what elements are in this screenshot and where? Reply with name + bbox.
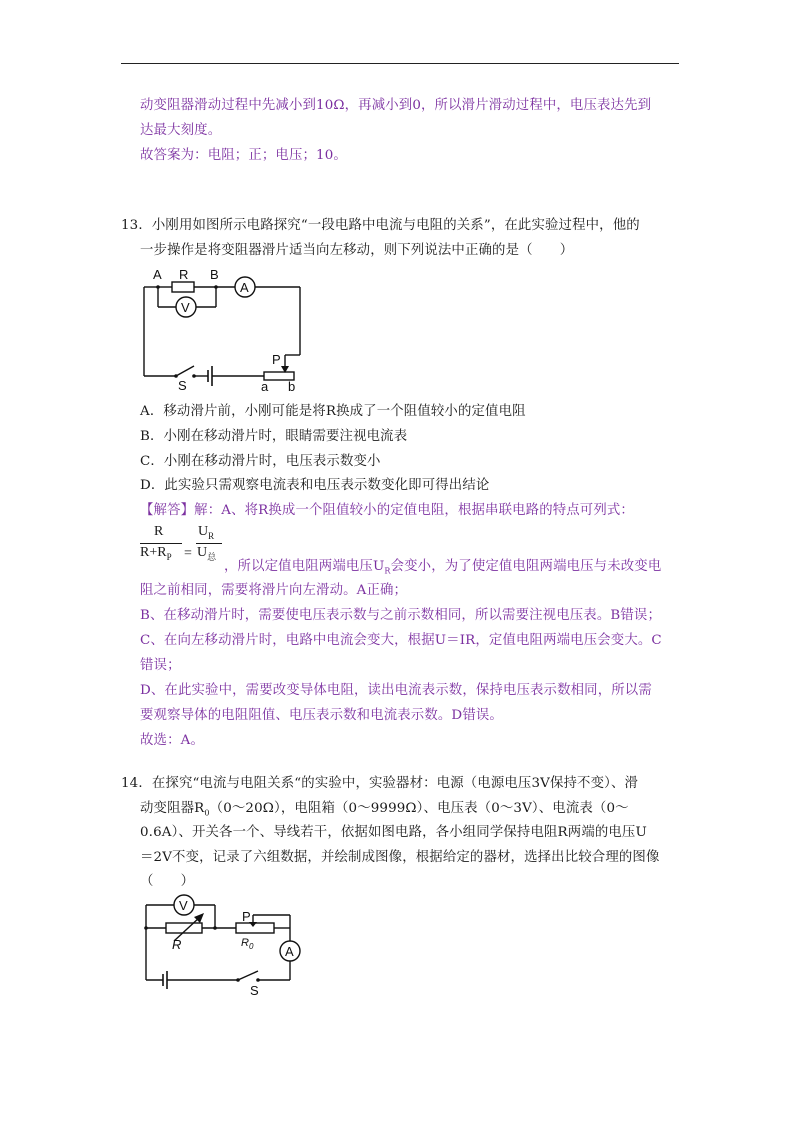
formula-right-numerator: $U_R$ [198, 524, 215, 541]
formula-left-numerator: R [154, 524, 164, 539]
resistor-label: R [179, 267, 189, 282]
q13-solution-line-4: B、在移动滑片时，需要使电压表示数与之前示数相同，所以需要注视电压表。B错误； [140, 608, 661, 623]
q13-option-d: D．此实验只需观察电流表和电压表示数变化即可得出结论 [140, 478, 490, 493]
formula-left-denominator: $R+R_P$ [140, 545, 172, 562]
q13-option-c: C．小刚在移动滑片时，电压表示数变小 [140, 454, 381, 469]
q13-circuit-diagram [136, 262, 311, 397]
formula-right-denominator: $U_总$ [197, 545, 217, 563]
node-label-a: A [153, 267, 162, 282]
header-rule [121, 63, 679, 64]
formula-left-bar [140, 543, 182, 544]
q13-solution-line-2: ，所以定值电阻两端电压$U_R$会变小，为了使定值电阻两端电压与未改变电 [224, 559, 662, 576]
ammeter-label: A [240, 280, 249, 295]
q13-solution-line-1: 【解答】解：A、将R换成一个阻值较小的定值电阻，根据串联电路的特点可列式： [140, 503, 634, 518]
q13-solution-line-6: 错误； [140, 658, 181, 673]
q13-stem-line-2: 一步操作是将变阻器滑片适当向左移动，则下列说法中正确的是（ ） [140, 243, 574, 258]
terminal-label-a: a [261, 379, 269, 394]
prev-answer-conclusion: 故答案为：电阻；正；电压；10。 [140, 148, 347, 163]
voltmeter-label: V [181, 300, 190, 315]
formula-right-bar [196, 543, 222, 544]
formula-equals: = [184, 546, 192, 561]
slider-label: P [272, 352, 281, 367]
resistor-box-label: R [172, 937, 182, 952]
switch-label: S [250, 983, 259, 998]
voltmeter-label: V [179, 898, 188, 913]
q14-circuit-diagram [138, 893, 308, 998]
q14-stem-line-3: 0.6A）、开关各一个、导线若干，依据如图电路，各小组同学保持电阻R两端的电压U [140, 825, 647, 840]
q14-stem-line-1: 14．在探究“电流与电阻关系“的实验中，实验器材：电源（电源电压3V保持不变）、滑 [121, 776, 639, 791]
q13-solution-line-3: 阻之前相同，需要将滑片向左滑动。A正确； [140, 583, 408, 598]
node-label-b: B [210, 267, 219, 282]
q13-option-b: B．小刚在移动滑片时，眼睛需要注视电流表 [140, 429, 408, 444]
q14-stem-line-2: 动变阻器$R_0(0\sim 20\Omega)$，电阻箱（0～9999Ω）、电压表（0～3V）、电流表（0～ [140, 801, 629, 818]
switch-label: S [178, 378, 187, 393]
q13-option-a: A．移动滑片前，小刚可能是将R换成了一个阻值较小的定值电阻 [140, 404, 526, 419]
q13-solution-line-8: 要观察导体的电阻阻值、电压表示数和电流表示数。D错误。 [140, 708, 503, 723]
ammeter-label: A [285, 944, 294, 959]
slider-label: P [242, 909, 251, 924]
terminal-label-b: b [288, 379, 296, 394]
q13-solution-line-7: D、在此实验中，需要改变导体电阻，读出电流表示数，保持电压表示数相同，所以需 [140, 683, 652, 698]
prev-answer-line-1: 动变阻器滑动过程中先减小到10Ω，再减小到0，所以滑片滑动过程中，电压表达先到 [140, 98, 652, 113]
prev-answer-line-2: 达最大刻度。 [140, 123, 222, 138]
q13-solution-line-5: C、在向左移动滑片时，电路中电流会变大，根据U＝IR，定值电阻两端电压会变大。C [140, 633, 662, 648]
q13-stem-line-1: 13．小刚用如图所示电路探究“一段电路中电流与电阻的关系”，在此实验过程中，他的 [121, 218, 640, 233]
q14-stem-line-5: （ ） [140, 874, 195, 889]
q14-stem-line-4: ＝2V不变，记录了六组数据，并绘制成图像，根据给定的器材，选择出比较合理的图像 [140, 850, 660, 865]
q13-solution-conclusion: 故选：A。 [140, 733, 204, 748]
rheostat-label: $R_0$ [241, 937, 254, 951]
